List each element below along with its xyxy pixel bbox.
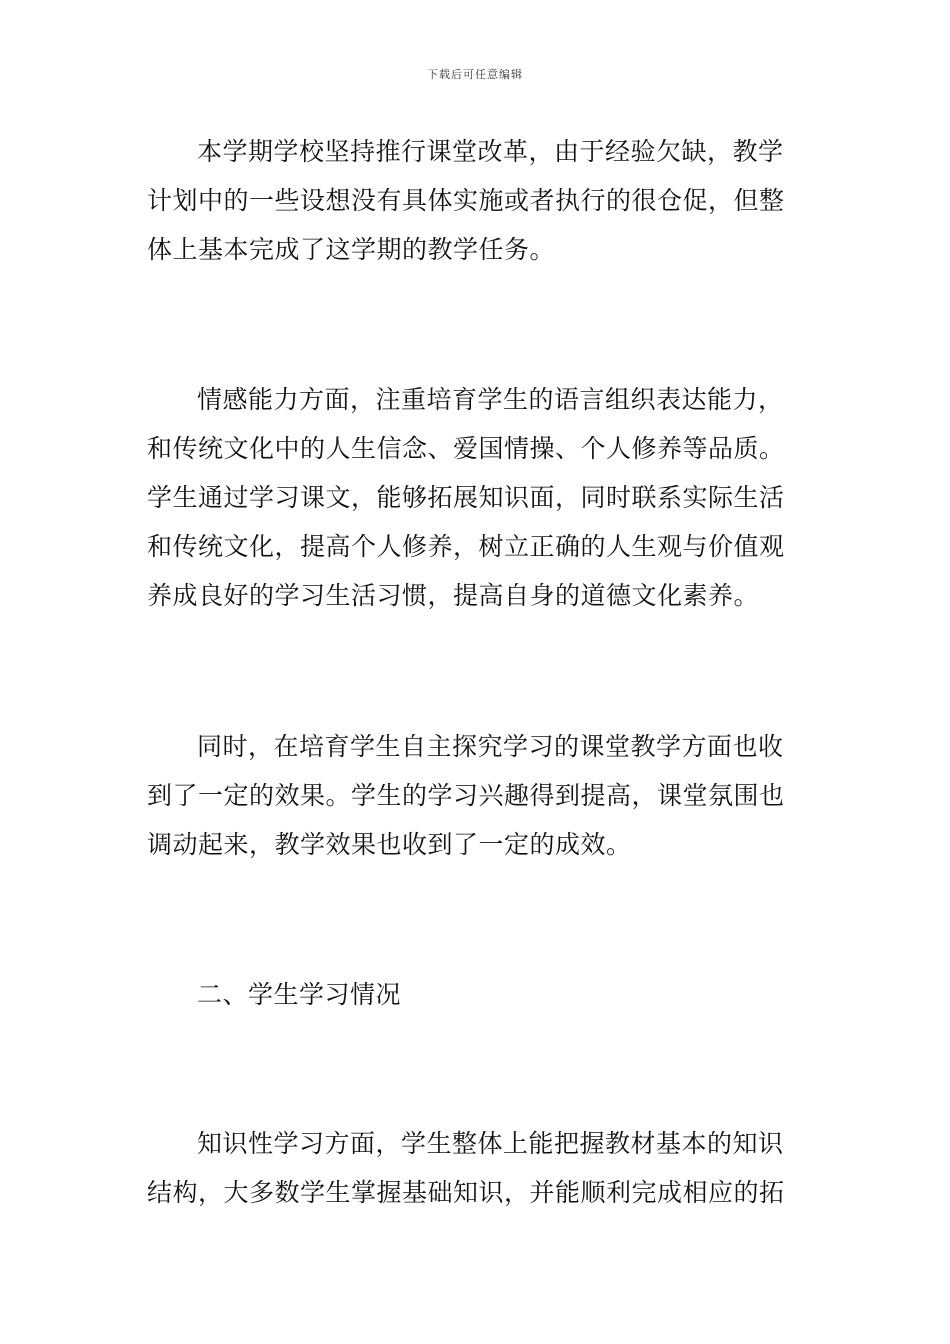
paragraph-line: 到了一定的效果。学生的学习兴趣得到提高，课堂氛围也	[147, 781, 785, 810]
paragraph-line: 养成良好的学习生活习惯，提高自身的道德文化素养。	[147, 581, 760, 610]
paragraph-line: 结构，大多数学生掌握基础知识，并能顺利完成相应的拓	[147, 1178, 785, 1207]
paragraph-line: 和传统文化，提高个人修养，树立正确的人生观与价值观	[147, 532, 785, 561]
section-heading	[147, 970, 807, 1019]
paragraph-course-reform	[147, 127, 807, 274]
paragraph-line: 知识性学习方面，学生整体上能把握教材基本的知识	[197, 1129, 784, 1158]
paragraph-inquiry-learning	[147, 722, 807, 869]
header-note: 下载后可任意编辑	[427, 68, 523, 81]
paragraph-line: 调动起来，教学效果也收到了一定的成效。	[147, 830, 632, 859]
paragraph-line: 计划中的一些设想没有具体实施或者执行的很仓促，但整	[147, 186, 785, 215]
paragraph-line: 学生通过学习课文，能够拓展知识面，同时联系实际生活	[147, 483, 785, 512]
paragraph-line: 同时，在培育学生自主探究学习的课堂教学方面也收	[197, 732, 784, 761]
paragraph-line: 本学期学校坚持推行课堂改革，由于经验欠缺，教学	[197, 137, 784, 166]
paragraph-line: 体上基本完成了这学期的教学任务。	[147, 235, 556, 264]
paragraph-line: 和传统文化中的人生信念、爱国情操、个人修养等品质。	[147, 434, 785, 463]
paragraph-emotional-ability	[147, 375, 807, 620]
paragraph-line: 情感能力方面，注重培育学生的语言组织表达能力，	[197, 385, 784, 414]
section-heading-text: 二、学生学习情况	[197, 980, 402, 1009]
paragraph-knowledge-learning	[147, 1119, 807, 1217]
